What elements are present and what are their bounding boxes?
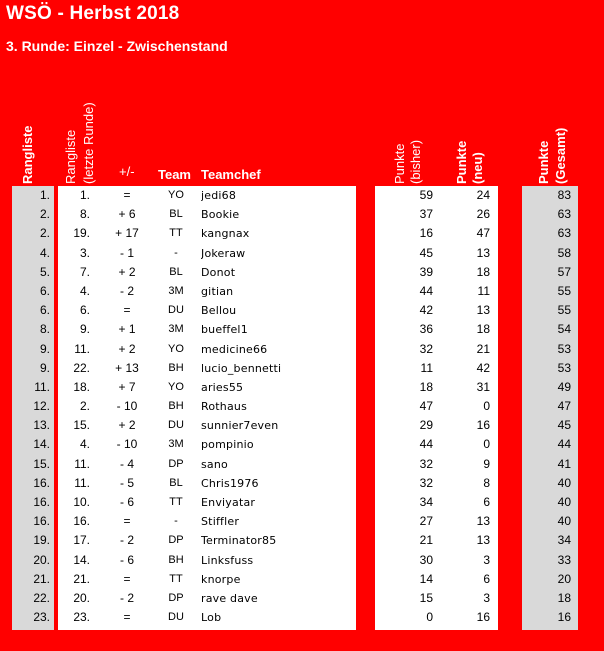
teamchef-cell: pompinio — [201, 438, 254, 452]
punkte-gesamt-cell: 34 — [557, 533, 571, 548]
team-cell: TT — [169, 227, 183, 240]
team-cell: TT — [169, 572, 183, 585]
punkte-neu-cell: 31 — [476, 379, 490, 394]
last-rank-cell: 7. — [79, 264, 90, 279]
rank-cell: 6. — [39, 283, 50, 298]
punkte-neu-cell: 0 — [483, 399, 490, 414]
team-cell: BL — [169, 208, 183, 221]
punkte-bisher-cell: 21 — [419, 533, 433, 548]
team-cell: BL — [169, 476, 183, 489]
punkte-bisher-cell: 39 — [419, 264, 433, 279]
header-rangliste-letzte-1: Rangliste — [63, 129, 78, 184]
diff-cell: + 2 — [118, 418, 136, 433]
teamchef-cell: Lob — [201, 611, 222, 625]
last-rank-cell: 9. — [79, 322, 90, 337]
punkte-bisher-cell: 34 — [419, 495, 433, 509]
last-rank-cell: 21. — [73, 571, 90, 586]
rank-cell: 9. — [39, 360, 50, 375]
diff-cell: + 2 — [118, 264, 136, 279]
diff-cell: - 5 — [119, 475, 134, 490]
diff-cell: + 7 — [118, 379, 136, 394]
teamchef-cell: Donot — [201, 265, 236, 279]
punkte-bisher-column — [375, 186, 443, 630]
last-rank-cell: 4. — [79, 283, 90, 298]
teamchef-cell: Chris1976 — [201, 476, 259, 490]
punkte-gesamt-cell: 63 — [557, 226, 571, 241]
diff-cell: - 10 — [116, 437, 138, 452]
diff-cell: - 1 — [119, 245, 134, 260]
team-cell: DU — [168, 611, 184, 624]
punkte-gesamt-cell: 40 — [557, 495, 571, 509]
header-punkte-bisher-1: Punkte — [392, 143, 407, 184]
teamchef-cell: Bellou — [201, 304, 237, 318]
last-rank-cell: 2. — [79, 399, 90, 414]
teamchef-cell: lucio_bennetti — [201, 361, 282, 375]
punkte-gesamt-cell: 47 — [557, 399, 571, 414]
punkte-gesamt-cell: 40 — [557, 514, 571, 529]
header-punkte-neu-2: (neu) — [470, 152, 485, 184]
rank-cell: 4. — [39, 245, 50, 260]
punkte-neu-cell: 9 — [483, 456, 490, 471]
punkte-bisher-cell: 32 — [419, 475, 433, 490]
header-punkte-gesamt-2: (Gesamt) — [553, 127, 568, 184]
punkte-neu-cell: 18 — [476, 322, 490, 337]
punkte-gesamt-cell: 54 — [557, 322, 571, 337]
team-cell: BH — [168, 361, 184, 374]
header-punkte-gesamt-1: Punkte — [536, 140, 551, 184]
teamchef-cell: knorpe — [201, 572, 241, 586]
punkte-bisher-cell: 11 — [420, 360, 433, 375]
last-rank-cell: 11. — [74, 456, 90, 471]
header-punkte-bisher-2: (bisher) — [408, 139, 423, 184]
punkte-bisher-cell: 45 — [419, 245, 433, 260]
rank-cell: 2. — [39, 207, 50, 222]
teamchef-cell: jedi68 — [201, 189, 237, 202]
last-rank-cell: 11. — [74, 475, 90, 490]
teamchef-cell: bueffel1 — [201, 323, 248, 337]
last-rank-cell: 16. — [73, 514, 90, 529]
teamchef-cell: Stiffler — [201, 515, 240, 529]
punkte-neu-cell: 42 — [476, 360, 490, 375]
diff-cell: = — [123, 514, 131, 529]
punkte-gesamt-cell: 53 — [557, 360, 571, 375]
last-rank-cell: 4. — [79, 437, 90, 452]
punkte-gesamt-cell: 63 — [557, 207, 571, 222]
punkte-bisher-cell: 0 — [426, 610, 433, 625]
header-rangliste: Rangliste — [20, 125, 35, 184]
team-cell: 3M — [168, 284, 184, 297]
punkte-bisher-cell: 44 — [419, 283, 433, 298]
diff-cell: = — [123, 188, 131, 202]
punkte-neu-cell: 21 — [476, 341, 490, 356]
team-cell: YO — [168, 380, 184, 393]
rank-cell: 2. — [39, 226, 50, 241]
rank-cell: 14. — [33, 437, 50, 452]
punkte-neu-cell: 3 — [483, 590, 490, 605]
punkte-gesamt-cell: 55 — [557, 303, 571, 318]
rank-column — [12, 186, 54, 630]
rank-cell: 15. — [33, 456, 50, 471]
punkte-bisher-cell: 27 — [419, 514, 433, 529]
punkte-bisher-cell: 59 — [419, 188, 433, 202]
punkte-bisher-cell: 15 — [419, 590, 433, 605]
team-cell: TT — [169, 496, 183, 508]
diff-cell: - 4 — [119, 456, 134, 471]
header-diff: +/- — [119, 164, 135, 179]
punkte-neu-cell: 26 — [476, 207, 490, 222]
rank-cell: 16. — [33, 514, 50, 529]
punkte-neu-cell: 13 — [476, 533, 490, 548]
diff-cell: + 13 — [115, 360, 139, 375]
punkte-bisher-cell: 18 — [419, 379, 433, 394]
rank-cell: 16. — [33, 495, 50, 509]
team-cell: DP — [168, 457, 184, 470]
punkte-bisher-cell: 44 — [419, 437, 433, 452]
teamchef-cell: Rothaus — [201, 400, 248, 414]
teamchef-cell: Bookie — [201, 208, 240, 222]
punkte-gesamt-cell: 16 — [557, 610, 571, 625]
punkte-gesamt-cell: 55 — [557, 283, 571, 298]
teamchef-cell: gitian — [201, 284, 234, 298]
team-cell: DP — [168, 534, 184, 547]
last-rank-cell: 3. — [79, 245, 90, 260]
team-cell: BL — [169, 265, 183, 278]
rank-cell: 13. — [33, 418, 50, 433]
last-rank-cell: 20. — [73, 590, 90, 605]
punkte-gesamt-cell: 41 — [557, 456, 571, 471]
rank-cell: 23. — [33, 610, 50, 625]
team-cell: - — [174, 515, 178, 528]
punkte-neu-cell: 13 — [476, 245, 490, 260]
diff-cell: - 2 — [119, 283, 134, 298]
rank-cell: 19. — [33, 533, 50, 548]
diff-cell: = — [123, 303, 131, 318]
diff-cell: - 2 — [119, 590, 134, 605]
rank-cell: 9. — [39, 341, 50, 356]
header-rangliste-letzte-2: (letzte Runde) — [81, 102, 96, 184]
punkte-neu-cell: 3 — [483, 552, 490, 567]
punkte-neu-cell: 16 — [476, 610, 490, 625]
teamchef-cell: Jokeraw — [201, 246, 246, 260]
diff-cell: = — [123, 571, 131, 586]
punkte-gesamt-cell: 49 — [557, 379, 571, 394]
punkte-neu-cell: 8 — [483, 475, 490, 490]
punkte-bisher-cell: 29 — [419, 418, 433, 433]
diff-cell: + 17 — [115, 226, 139, 241]
rank-cell: 22. — [33, 590, 50, 605]
rank-cell: 8. — [39, 322, 50, 337]
last-rank-cell: 22. — [73, 360, 90, 375]
rank-cell: 5. — [39, 264, 50, 279]
punkte-neu-cell: 6 — [483, 571, 490, 586]
rank-cell: 16. — [33, 475, 50, 490]
punkte-bisher-cell: 36 — [419, 322, 433, 337]
last-rank-cell: 1. — [79, 188, 90, 202]
page-title: WSÖ - Herbst 2018 — [6, 3, 180, 24]
rank-cell: 1. — [39, 188, 50, 202]
last-rank-cell: 6. — [79, 303, 90, 318]
punkte-bisher-cell: 16 — [419, 226, 433, 241]
diff-cell: - 6 — [119, 495, 134, 509]
teamchef-cell: Linksfuss — [201, 553, 254, 567]
last-rank-cell: 17. — [73, 533, 90, 548]
diff-cell: - 6 — [119, 552, 134, 567]
punkte-neu-cell: 18 — [476, 264, 490, 279]
diff-cell: + 1 — [118, 322, 136, 337]
punkte-bisher-cell: 37 — [419, 207, 433, 222]
team-cell: DP — [168, 591, 184, 604]
teamchef-cell: sano — [201, 457, 228, 471]
diff-cell: - 10 — [116, 399, 138, 414]
teamchef-cell: medicine66 — [201, 342, 268, 356]
punkte-bisher-cell: 14 — [419, 571, 433, 586]
team-cell: YO — [168, 189, 184, 201]
punkte-neu-cell: 16 — [476, 418, 490, 433]
last-rank-cell: 11. — [74, 341, 90, 356]
punkte-neu-cell: 6 — [483, 495, 490, 509]
punkte-gesamt-cell: 40 — [557, 475, 571, 490]
last-rank-cell: 23. — [73, 610, 90, 625]
punkte-neu-cell: 13 — [476, 303, 490, 318]
punkte-gesamt-cell: 57 — [557, 264, 571, 279]
diff-cell: - 2 — [119, 533, 134, 548]
team-cell: DU — [168, 304, 184, 317]
teamchef-cell: rave dave — [201, 591, 258, 605]
punkte-neu-cell: 11 — [477, 283, 490, 298]
punkte-bisher-cell: 32 — [419, 341, 433, 356]
punkte-gesamt-cell: 53 — [557, 341, 571, 356]
rank-cell: 12. — [33, 399, 50, 414]
team-cell: 3M — [168, 323, 184, 336]
team-cell: DU — [168, 419, 184, 432]
teamchef-cell: aries55 — [201, 380, 244, 394]
teamchef-cell: kangnax — [201, 227, 250, 241]
team-cell: 3M — [168, 438, 184, 451]
punkte-gesamt-cell: 18 — [557, 590, 571, 605]
last-rank-cell: 8. — [79, 207, 90, 222]
punkte-neu-cell: 24 — [476, 188, 490, 202]
punkte-gesamt-cell: 20 — [557, 571, 571, 586]
page-subtitle: 3. Runde: Einzel - Zwischenstand — [6, 38, 228, 54]
last-rank-cell: 15. — [73, 418, 90, 433]
punkte-neu-cell: 13 — [476, 514, 490, 529]
team-cell: - — [174, 246, 178, 259]
punkte-gesamt-cell: 58 — [557, 245, 571, 260]
punkte-neu-cell: 0 — [483, 437, 490, 452]
team-cell: YO — [168, 342, 184, 355]
punkte-gesamt-cell: 44 — [557, 437, 571, 452]
punkte-gesamt-cell: 45 — [557, 418, 571, 433]
punkte-neu-cell: 47 — [476, 226, 490, 241]
diff-cell: + 6 — [118, 207, 136, 222]
header-teamchef: Teamchef — [201, 167, 261, 182]
punkte-bisher-cell: 30 — [419, 552, 433, 567]
punkte-bisher-cell: 32 — [419, 456, 433, 471]
last-rank-cell: 19. — [73, 226, 90, 241]
diff-cell: + 2 — [118, 341, 136, 356]
teamchef-cell: Enviyatar — [201, 496, 256, 509]
teamchef-cell: Terminator85 — [201, 534, 277, 548]
standings-table — [58, 186, 356, 630]
punkte-gesamt-cell: 33 — [557, 552, 571, 567]
rank-cell: 11. — [34, 379, 50, 394]
last-rank-cell: 14. — [73, 552, 90, 567]
last-rank-cell: 18. — [73, 379, 90, 394]
rank-cell: 20. — [33, 552, 50, 567]
punkte-gesamt-cell: 83 — [557, 188, 571, 202]
header-punkte-neu-1: Punkte — [454, 140, 469, 184]
punkte-neu-column — [443, 186, 498, 630]
team-cell: BH — [168, 553, 184, 566]
team-cell: BH — [168, 400, 184, 413]
punkte-bisher-cell: 42 — [419, 303, 433, 318]
header-team: Team — [158, 167, 191, 182]
punkte-gesamt-column — [522, 186, 578, 630]
rank-cell: 6. — [39, 303, 50, 318]
punkte-bisher-cell: 47 — [419, 399, 433, 414]
rank-cell: 21. — [33, 571, 50, 586]
last-rank-cell: 10. — [73, 495, 90, 509]
diff-cell: = — [123, 610, 131, 625]
teamchef-cell: sunnier7even — [201, 419, 279, 433]
